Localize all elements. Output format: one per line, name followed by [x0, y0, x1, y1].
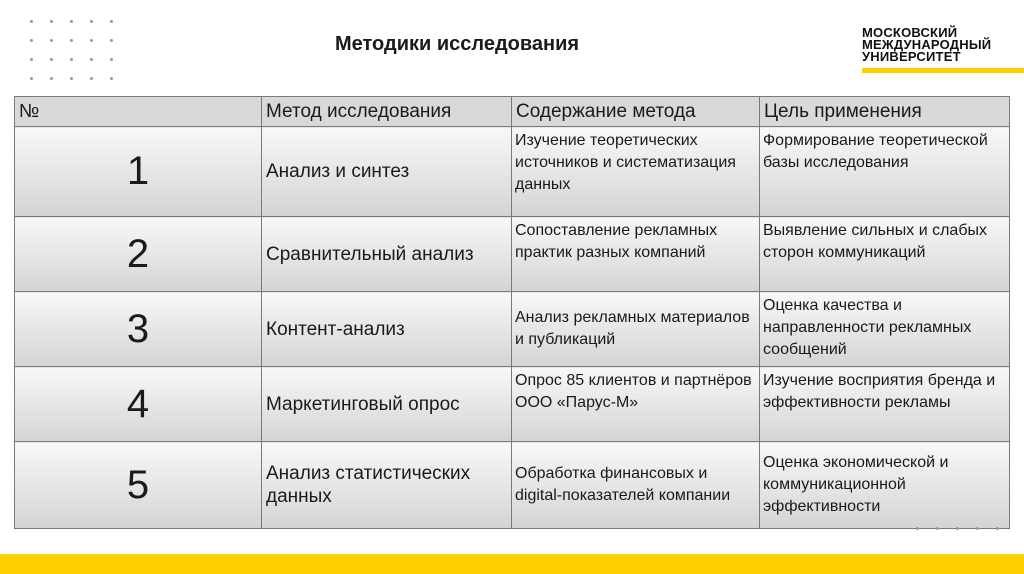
slide-title: Методики исследования — [335, 33, 580, 55]
row-goal: Формирование теоретической базы исследования — [760, 127, 1010, 217]
row-goal: Изучение восприятия бренда и эффективности рекламы — [760, 367, 1010, 442]
university-logo — [862, 27, 991, 63]
row-number: 3 — [15, 292, 262, 367]
bottom-accent-bar — [0, 554, 1024, 574]
row-goal: Выявление сильных и слабых сторон коммуникаций — [760, 217, 1010, 292]
row-method: Анализ статистических данных — [262, 442, 512, 529]
table-header-row — [15, 97, 1010, 127]
row-goal: Оценка экономической и коммуникационной эффективности — [760, 442, 1010, 529]
row-content: Обработка финансовых и digital-показателей компании — [512, 442, 760, 529]
row-number: 2 — [15, 217, 262, 292]
table-row — [15, 217, 1010, 292]
decorative-dot-row — [916, 527, 999, 530]
row-number: 5 — [15, 442, 262, 529]
row-method: Маркетинговый опрос — [262, 367, 512, 442]
row-number: 4 — [15, 367, 262, 442]
header-method: Метод исследования — [262, 97, 512, 127]
row-method: Сравнительный анализ — [262, 217, 512, 292]
logo-line: УНИВЕРСИТЕТ — [862, 49, 961, 64]
row-content: Изучение теоретических источников и систематизация данных — [512, 127, 760, 217]
row-goal: Оценка качества и направленности рекламных сообщений — [760, 292, 1010, 367]
logo-line: МЕЖДУНАРОДНЫЙ — [862, 37, 992, 52]
table-row — [15, 442, 1010, 529]
decorative-dot-grid — [30, 20, 113, 80]
methods-table — [14, 96, 1010, 529]
row-content: Опрос 85 клиентов и партнёров ООО «Парус-М» — [512, 367, 760, 442]
row-content: Сопоставление рекламных практик разных компаний — [512, 217, 760, 292]
table-row — [15, 367, 1010, 442]
header-number: № — [15, 97, 262, 127]
table-row — [15, 292, 1010, 367]
row-method: Анализ и синтез — [262, 127, 512, 217]
logo-line: МОСКОВСКИЙ — [862, 25, 958, 40]
row-method: Контент-анализ — [262, 292, 512, 367]
row-content: Анализ рекламных материалов и публикаций — [512, 292, 760, 367]
row-number: 1 — [15, 127, 262, 217]
header-goal: Цель применения — [760, 97, 1010, 127]
table-row — [15, 127, 1010, 217]
header-content: Содержание метода — [512, 97, 760, 127]
logo-accent-bar — [862, 68, 1024, 73]
